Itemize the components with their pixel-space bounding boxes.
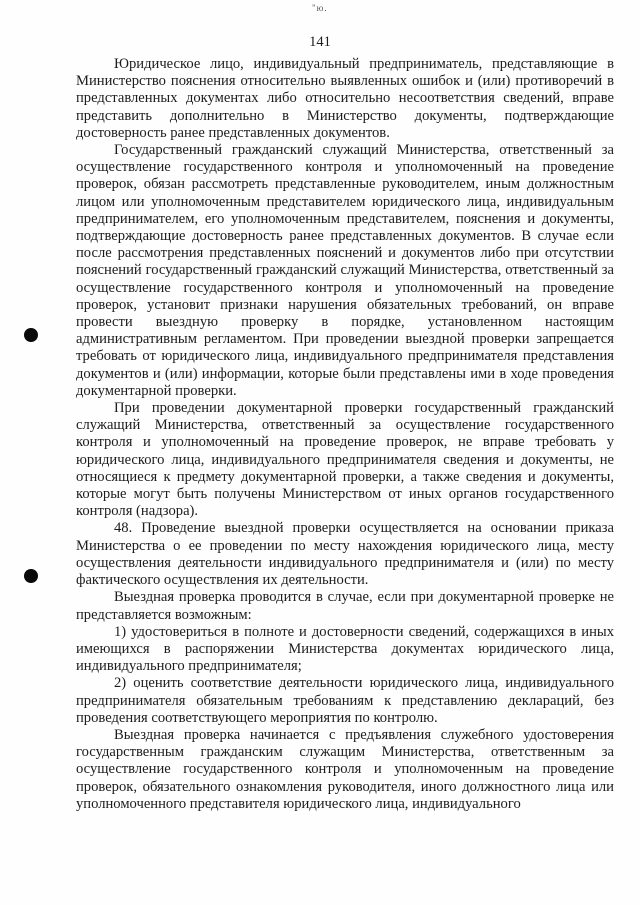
document-body (76, 56, 614, 813)
page-number: 141 (309, 34, 331, 50)
paragraph: 48. Проведение выездной проверки осуществляется на основании приказа Министерства о ее проведении по месту нахождения юридического лица, месту осуществления деятельности индивидуального предпринимателя и (или) по месту фактического осуществления их деятельности. (76, 520, 614, 589)
punch-hole (24, 328, 38, 342)
paragraph: 1) удостовериться в полноте и достоверности сведений, содержащихся в иных имеющихся в распоряжении Министерства документах юридического лица, индивидуального предпринимателя; (76, 623, 614, 675)
paragraph: Выездная проверка начинается с предъявления служебного удостоверения государственным гражданским служащим Министерства, ответственным за осуществление государственного контроля и уполномоченным на проведение проверок, обязательного ознакомления руководителя, иного должностного лица или уполномоченного представителя юридического лица, индивидуального (76, 726, 614, 812)
paragraph: Государственный гражданский служащий Министерства, ответственный за осуществление государственного контроля и уполномоченный на проведение проверок, обязан рассмотреть представленные руководителем, иным должностным лицом или уполномоченным представителем юридического лица, индивидуальным предпринимателем, его уполномоченным представителем, пояснения и документы, подтверждающие достоверность ранее представленных документов. В случае если после рассмотрения представленных пояснений и документов либо при отсутствии пояснений государственный гражданский служащий Министерства, ответственный за осуществление государственного контроля и уполномоченный на проведение проверок, установит признаки нарушения обязательных требований, он вправе провести выездную проверку в порядке, установленном настоящим административным регламентом. При проведении выездной проверки запрещается требовать от юридического лица, индивидуального предпринимателя представления документов и (или) информации, которые были представлены ими в ходе проведения документарной проверки. (76, 142, 614, 399)
paragraph: 2) оценить соответствие деятельности юридического лица, индивидуального предпринимателя обязательным требованиям к представлению деклараций, без проведения соответствующего мероприятия по контролю. (76, 675, 614, 726)
paragraph: При проведении документарной проверки государственный гражданский служащий Министерства, ответственный за осуществление государственного контроля и уполномоченный на проведение проверок, не вправе требовать у юридического лица, индивидуального предпринимателя сведения и документы, не относящиеся к предмету документарной проверки, а также сведения и документы, которые могут быть получены Министерством от иных органов государственного контроля (надзора). (76, 400, 614, 520)
paragraph: Выездная проверка проводится в случае, если при документарной проверке не представляется возможным: (76, 589, 614, 623)
punch-hole (24, 569, 38, 583)
scan-mark: "ю. (312, 3, 328, 13)
paragraph: Юридическое лицо, индивидуальный предприниматель, представляющие в Министерство пояснения относительно выявленных ошибок и (или) противоречий в представленных документах либо относительно несоответствия сведений, вправе представить дополнительно в Министерство документы, подтверждающие достоверность ранее представленных документов. (76, 56, 614, 141)
